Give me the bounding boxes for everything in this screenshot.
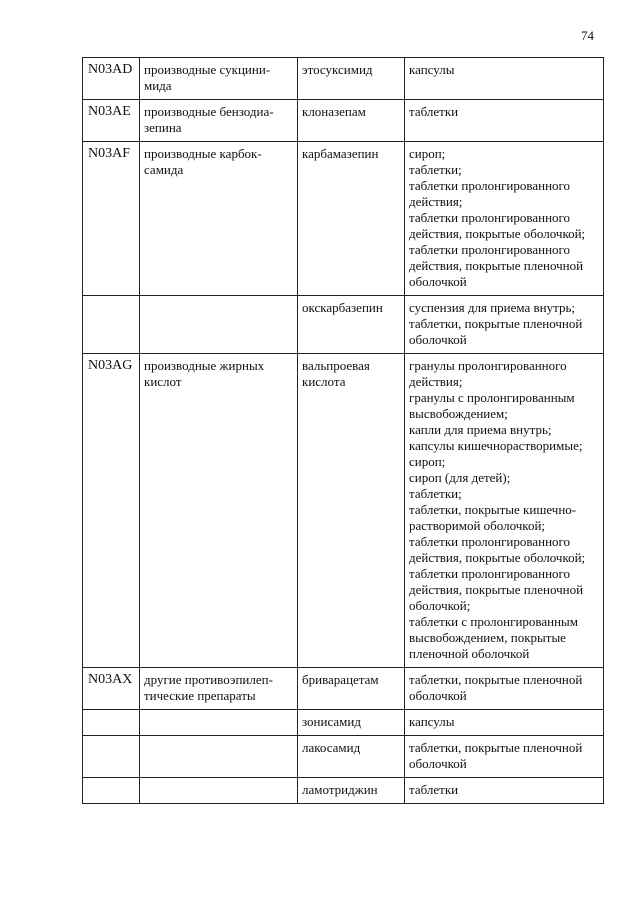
dosage-forms-cell-line: оболочкой: [409, 688, 467, 703]
dosage-forms-cell-line: таблетки: [409, 782, 459, 797]
dosage-forms-cell-line: таблетки;: [409, 162, 462, 177]
dosage-forms-cell: [405, 100, 604, 142]
dosage-forms-cell: [405, 354, 604, 668]
table-row: [83, 100, 604, 142]
atc-code-cell: [83, 710, 140, 736]
group-cell: [140, 710, 298, 736]
dosage-forms-cell-line: суспензия для приема внутрь;: [409, 300, 576, 315]
group-cell: [140, 736, 298, 778]
dosage-forms-cell-line: таблетки, покрытые пленочной: [409, 740, 583, 755]
dosage-forms-cell-line: таблетки, покрытые кишечно-: [409, 502, 577, 517]
dosage-forms-cell-line: оболочкой: [409, 274, 467, 289]
dosage-forms-cell-line: капсулы: [409, 62, 455, 77]
substance-cell-line: этосуксимид: [302, 62, 373, 77]
group-cell-line: мида: [144, 78, 172, 93]
dosage-forms-cell-line: таблетки пролонгированного: [409, 534, 571, 549]
dosage-forms-cell-line: таблетки;: [409, 486, 462, 501]
group-cell-line: другие противоэпилеп-: [144, 672, 273, 687]
dosage-forms-cell-line: капсулы: [409, 714, 455, 729]
group-cell-line: производные бензодиа-: [144, 104, 274, 119]
table-row: [83, 778, 604, 804]
group-cell-line: зепина: [144, 120, 182, 135]
dosage-forms-cell: [405, 58, 604, 100]
atc-code-cell: [83, 736, 140, 778]
dosage-forms-cell-line: высвобождением, покрытые: [409, 630, 566, 645]
dosage-forms-cell-line: пленочной оболочкой: [409, 646, 530, 661]
dosage-forms-cell-line: таблетки, покрытые пленочной: [409, 672, 583, 687]
group-cell-line: производные жирных: [144, 358, 265, 373]
dosage-forms-cell-line: сироп (для детей);: [409, 470, 511, 485]
dosage-forms-cell-line: действия;: [409, 374, 463, 389]
substance-cell: [298, 778, 405, 804]
group-cell-line: кислот: [144, 374, 182, 389]
group-cell: [140, 354, 298, 668]
substance-cell: [298, 58, 405, 100]
group-cell-line: самида: [144, 162, 184, 177]
atc-code-cell: [83, 778, 140, 804]
substance-cell: [298, 142, 405, 296]
dosage-forms-cell-line: таблетки пролонгированного: [409, 566, 571, 581]
substance-cell-line: кислота: [302, 374, 346, 389]
substance-cell-line: клоназепам: [302, 104, 366, 119]
substance-cell-line: карбамазепин: [302, 146, 379, 161]
dosage-forms-cell: [405, 296, 604, 354]
dosage-forms-cell-line: оболочкой: [409, 756, 467, 771]
drug-table: [82, 57, 604, 804]
substance-cell-line: вальпроевая: [302, 358, 370, 373]
atc-code-cell: N03AD: [83, 58, 140, 100]
group-cell: [140, 58, 298, 100]
page-number: 74: [581, 28, 594, 43]
dosage-forms-cell-line: сироп;: [409, 146, 446, 161]
dosage-forms-cell-line: действия, покрытые пленочной: [409, 582, 584, 597]
dosage-forms-cell-line: действия, покрытые оболочкой;: [409, 550, 586, 565]
group-cell-line: тические препараты: [144, 688, 256, 703]
dosage-forms-cell: [405, 668, 604, 710]
atc-code-cell: N03AG: [83, 354, 140, 668]
dosage-forms-cell-line: действия;: [409, 194, 463, 209]
table-row: [83, 710, 604, 736]
dosage-forms-cell-line: таблетки пролонгированного: [409, 242, 571, 257]
dosage-forms-cell-line: растворимой оболочкой;: [409, 518, 546, 533]
atc-code-cell: N03AE: [83, 100, 140, 142]
dosage-forms-cell-line: капсулы кишечнорастворимые;: [409, 438, 583, 453]
atc-code-cell: N03AX: [83, 668, 140, 710]
atc-code-cell: [83, 296, 140, 354]
dosage-forms-cell-line: сироп;: [409, 454, 446, 469]
dosage-forms-cell-line: оболочкой;: [409, 598, 471, 613]
substance-cell-line: бриварацетам: [302, 672, 379, 687]
substance-cell: [298, 296, 405, 354]
dosage-forms-cell-line: таблетки, покрытые пленочной: [409, 316, 583, 331]
dosage-forms-cell: [405, 710, 604, 736]
substance-cell: [298, 100, 405, 142]
dosage-forms-cell-line: таблетки с пролонгированным: [409, 614, 579, 629]
dosage-forms-cell-line: таблетки пролонгированного: [409, 178, 571, 193]
substance-cell: [298, 354, 405, 668]
group-cell: [140, 668, 298, 710]
dosage-forms-cell-line: капли для приема внутрь;: [409, 422, 552, 437]
table-row: [83, 736, 604, 778]
group-cell: [140, 778, 298, 804]
table-row: [83, 58, 604, 100]
table-row: [83, 142, 604, 296]
substance-cell: [298, 668, 405, 710]
dosage-forms-cell-line: гранулы пролонгированного: [409, 358, 567, 373]
dosage-forms-cell: [405, 736, 604, 778]
substance-cell-line: зонисамид: [302, 714, 361, 729]
substance-cell: [298, 710, 405, 736]
dosage-forms-cell-line: таблетки: [409, 104, 459, 119]
dosage-forms-cell-line: действия, покрытые пленочной: [409, 258, 584, 273]
dosage-forms-cell-line: оболочкой: [409, 332, 467, 347]
dosage-forms-cell: [405, 778, 604, 804]
dosage-forms-cell-line: таблетки пролонгированного: [409, 210, 571, 225]
dosage-forms-cell-line: высвобождением;: [409, 406, 508, 421]
substance-cell: [298, 736, 405, 778]
atc-code-cell: N03AF: [83, 142, 140, 296]
substance-cell-line: ламотриджин: [302, 782, 378, 797]
group-cell: [140, 296, 298, 354]
group-cell: [140, 100, 298, 142]
group-cell: [140, 142, 298, 296]
substance-cell-line: лакосамид: [302, 740, 361, 755]
group-cell-line: производные сукцини-: [144, 62, 271, 77]
dosage-forms-cell-line: действия, покрытые оболочкой;: [409, 226, 586, 241]
dosage-forms-cell-line: гранулы с пролонгированным: [409, 390, 575, 405]
dosage-forms-cell: [405, 142, 604, 296]
table-row: [83, 668, 604, 710]
group-cell-line: производные карбок-: [144, 146, 262, 161]
table-row: [83, 354, 604, 668]
substance-cell-line: окскарбазепин: [302, 300, 383, 315]
table-row: [83, 296, 604, 354]
